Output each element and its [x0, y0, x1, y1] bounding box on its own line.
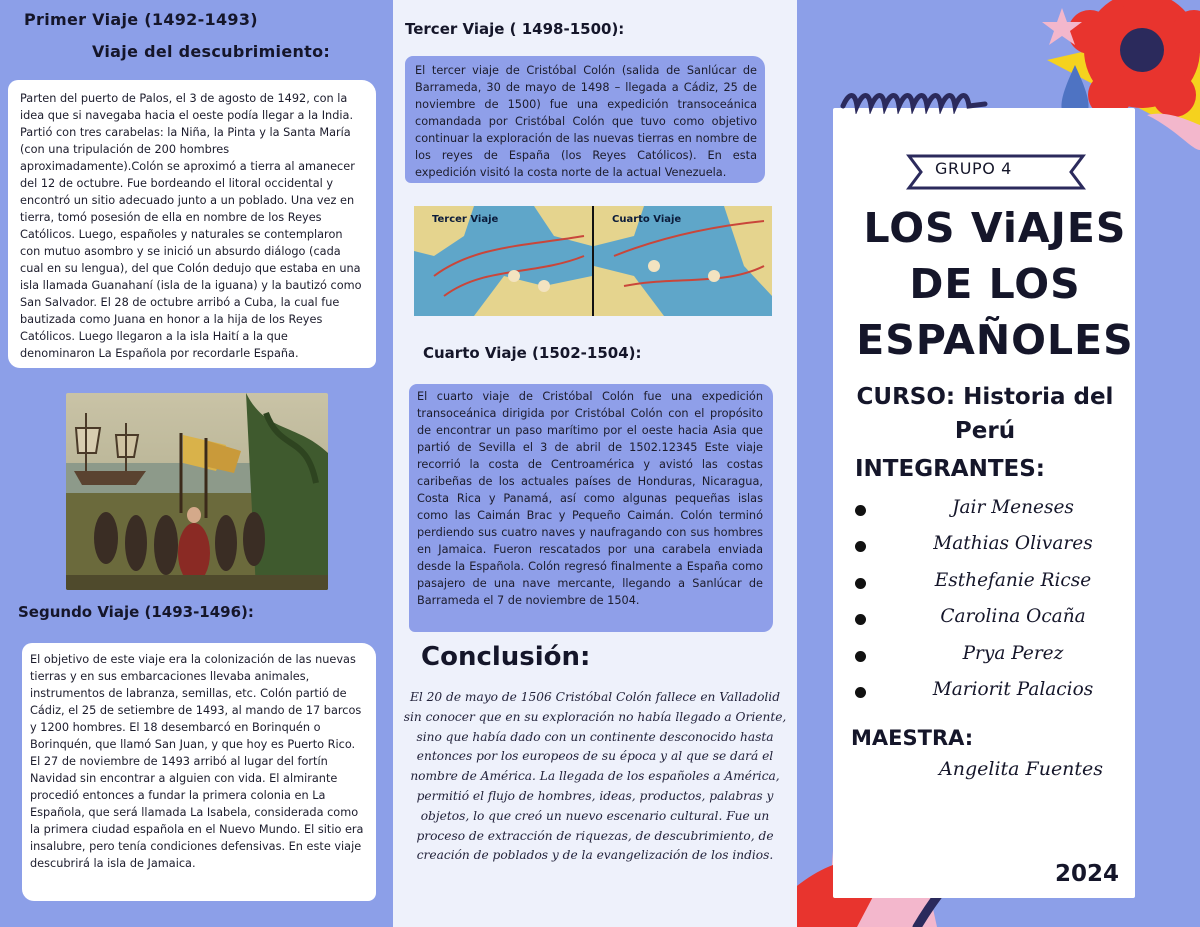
members-list	[855, 496, 1135, 714]
main-title	[845, 200, 1145, 368]
list-item	[855, 678, 1135, 714]
first-voyage-paragraph: Parten del puerto de Palos, el 3 de agosto de 1492, con la idea que si navegaba hacia el oeste podía llegar a la India. Partió con tres carabelas: la Niña, la Pinta y la Santa María (con una tripulación de 200 hombres aproximadamente).Colón se aproximó a tierra al amanecer del 12 de octubre. Fue bordeando el litoral occidental y encontró un sitio adecuado junto a un poblado. Una vez en tierra, tomó posesión de ella en nombre de los Reyes Católicos. Luego, españoles y naturales se contemplaron con mutuo asombro y se inició un absurdo diálogo (cada cual en su lengua), del que Colón dedujo que estaba en una isla llamada Guanahaní (isla de la iguana) y la bautizó como San Salvador. El 28 de octubre arribó a Cuba, la cual fue bautizada como Juana en honor a la hija de los Reyes Católicos. Luego llegaron a la isla Haití a la que denominaron La Española por recordarle España.	[20, 92, 362, 360]
first-voyage-text-box	[8, 80, 376, 368]
list-item	[855, 642, 1135, 678]
member-name: Esthefanie Ricse	[934, 569, 1092, 591]
main-title-line-2: DE LOS	[909, 260, 1081, 308]
list-item	[855, 532, 1135, 568]
third-voyage-map	[414, 206, 592, 316]
third-voyage-title: Tercer Viaje ( 1498-1500):	[405, 20, 625, 38]
third-voyage-paragraph: El tercer viaje de Cristóbal Colón (salida de Sanlúcar de Barrameda, 30 de mayo de 1498 – llegada a Cádiz, 25 de noviembre de 1500) fue una expedición transoceánica comandada por Cristóbal Colón que tuvo como objetivo continuar la exploración de las nuevas tierras en nombre de los reyes de España (los Reyes Católicos). En esta expedición visitó la costa norte de la actual Venezuela.	[415, 64, 757, 179]
fourth-voyage-paragraph: El cuarto viaje de Cristóbal Colón fue una expedición transoceánica dirigida por Cristóbal Colón con el propósito de encontrar un paso marítimo por el oeste hacia Asia que partió de Sevilla el 3 de abril de 1502.12345 Este viaje recorrió la costa de Centroamérica y avistó las costas caribeñas de los actuales países de Honduras, Nicaragua, Costa Rica y Panamá, así como algunas pequeñas islas como las Caimán Brac y Pequeño Caimán. Colón terminó perdiendo sus cuatro naves y naufragando con sus hombres en Jamaica. Fueron rescatados por una carabela enviada desde la Española. Colón regresó finalmente a España como pasajero de una nave mercante, llegando a Sanlúcar de Barrameda el 7 de noviembre de 1504.	[417, 390, 763, 607]
member-name: Carolina Ocaña	[940, 606, 1086, 628]
bullet-icon	[855, 687, 866, 698]
fourth-voyage-text-box	[409, 384, 773, 632]
bullet-icon	[855, 541, 866, 552]
squiggle-icon	[839, 88, 989, 114]
member-name: Jair Meneses	[952, 497, 1074, 518]
first-voyage-subtitle: Viaje del descubrimiento:	[92, 42, 331, 61]
list-item	[855, 569, 1135, 605]
first-voyage-title: Primer Viaje (1492-1493)	[24, 10, 258, 29]
bullet-icon	[855, 505, 866, 516]
cover-panel	[797, 0, 1200, 927]
course-label: CURSO: Historia del Perú	[856, 384, 1114, 444]
members-heading: INTEGRANTES:	[855, 456, 1046, 482]
third-voyage-map-label: Tercer Viaje	[432, 214, 499, 225]
fourth-voyage-map-label: Cuarto Viaje	[612, 214, 682, 225]
main-title-line-3: ESPAÑOLES	[856, 316, 1134, 364]
bullet-icon	[855, 651, 866, 662]
voyage-maps	[414, 206, 772, 316]
panel-first-second-voyage	[0, 0, 393, 927]
group-label: GRUPO 4	[935, 159, 1012, 178]
bullet-icon	[855, 578, 866, 589]
fourth-voyage-map	[594, 206, 772, 316]
bullet-icon	[855, 614, 866, 625]
member-name: Mariorit Palacios	[932, 678, 1094, 700]
member-name: Mathias Olivares	[933, 533, 1093, 555]
fourth-voyage-title: Cuarto Viaje (1502-1504):	[423, 344, 642, 362]
year-label: 2024	[1055, 861, 1120, 887]
conclusion-title: Conclusión:	[421, 642, 591, 672]
main-title-line-1: LOS ViAJES	[863, 204, 1127, 252]
second-voyage-title: Segundo Viaje (1493-1496):	[18, 603, 254, 621]
panel-third-fourth-voyage	[393, 0, 797, 927]
teacher-name: Angelita Fuentes	[939, 758, 1104, 780]
second-voyage-paragraph: El objetivo de este viaje era la colonización de las nuevas tierras y en sus embarcaciones llevaba animales, instrumentos de labranza, semillas, etc. Colón partió de Cádiz, el 25 de setiembre de 1493, al mando de 17 barcos y 1200 hombres. El 18 desembarcó en Borinquén o Borinquén, que llamó San Juan, y que hoy es Puerto Rico. El 27 de noviembre de 1493 arribó al lugar del fortín Navidad sin encontrar a alguien con vida. El almirante procedió entonces a fundar la primera colonia en La Española, que será llamada La Isabela, considerada como la primera ciudad española en el Nuevo Mundo. El sitio era insalubre, pero tenía condiciones defensivas. En este viaje descubrirá la isla de Jamaica.	[30, 653, 364, 870]
member-name: Prya Perez	[962, 642, 1064, 664]
third-voyage-text-box	[405, 56, 765, 183]
list-item	[855, 605, 1135, 641]
conclusion-paragraph: El 20 de mayo de 1506 Cristóbal Colón fallece en Valladolid sin conocer que en su exploración no había llegado a Oriente, sino que había dado con un continente desconocido hasta entonces por los europeos de su época y al que se dará el nombre de América. La llegada de los españoles a América, permitió el flujo de hombres, ideas, productos, palabras y objetos, lo que creó un nuevo escenario cultural. Fue un proceso de extracción de riquezas, de descubrimiento, de creación de poblados y de la evangelización de los indios.	[403, 690, 787, 863]
columbus-landing-painting	[66, 393, 328, 590]
list-item	[855, 496, 1135, 532]
second-voyage-text-box	[22, 643, 376, 901]
teacher-heading: MAESTRA:	[851, 726, 974, 750]
